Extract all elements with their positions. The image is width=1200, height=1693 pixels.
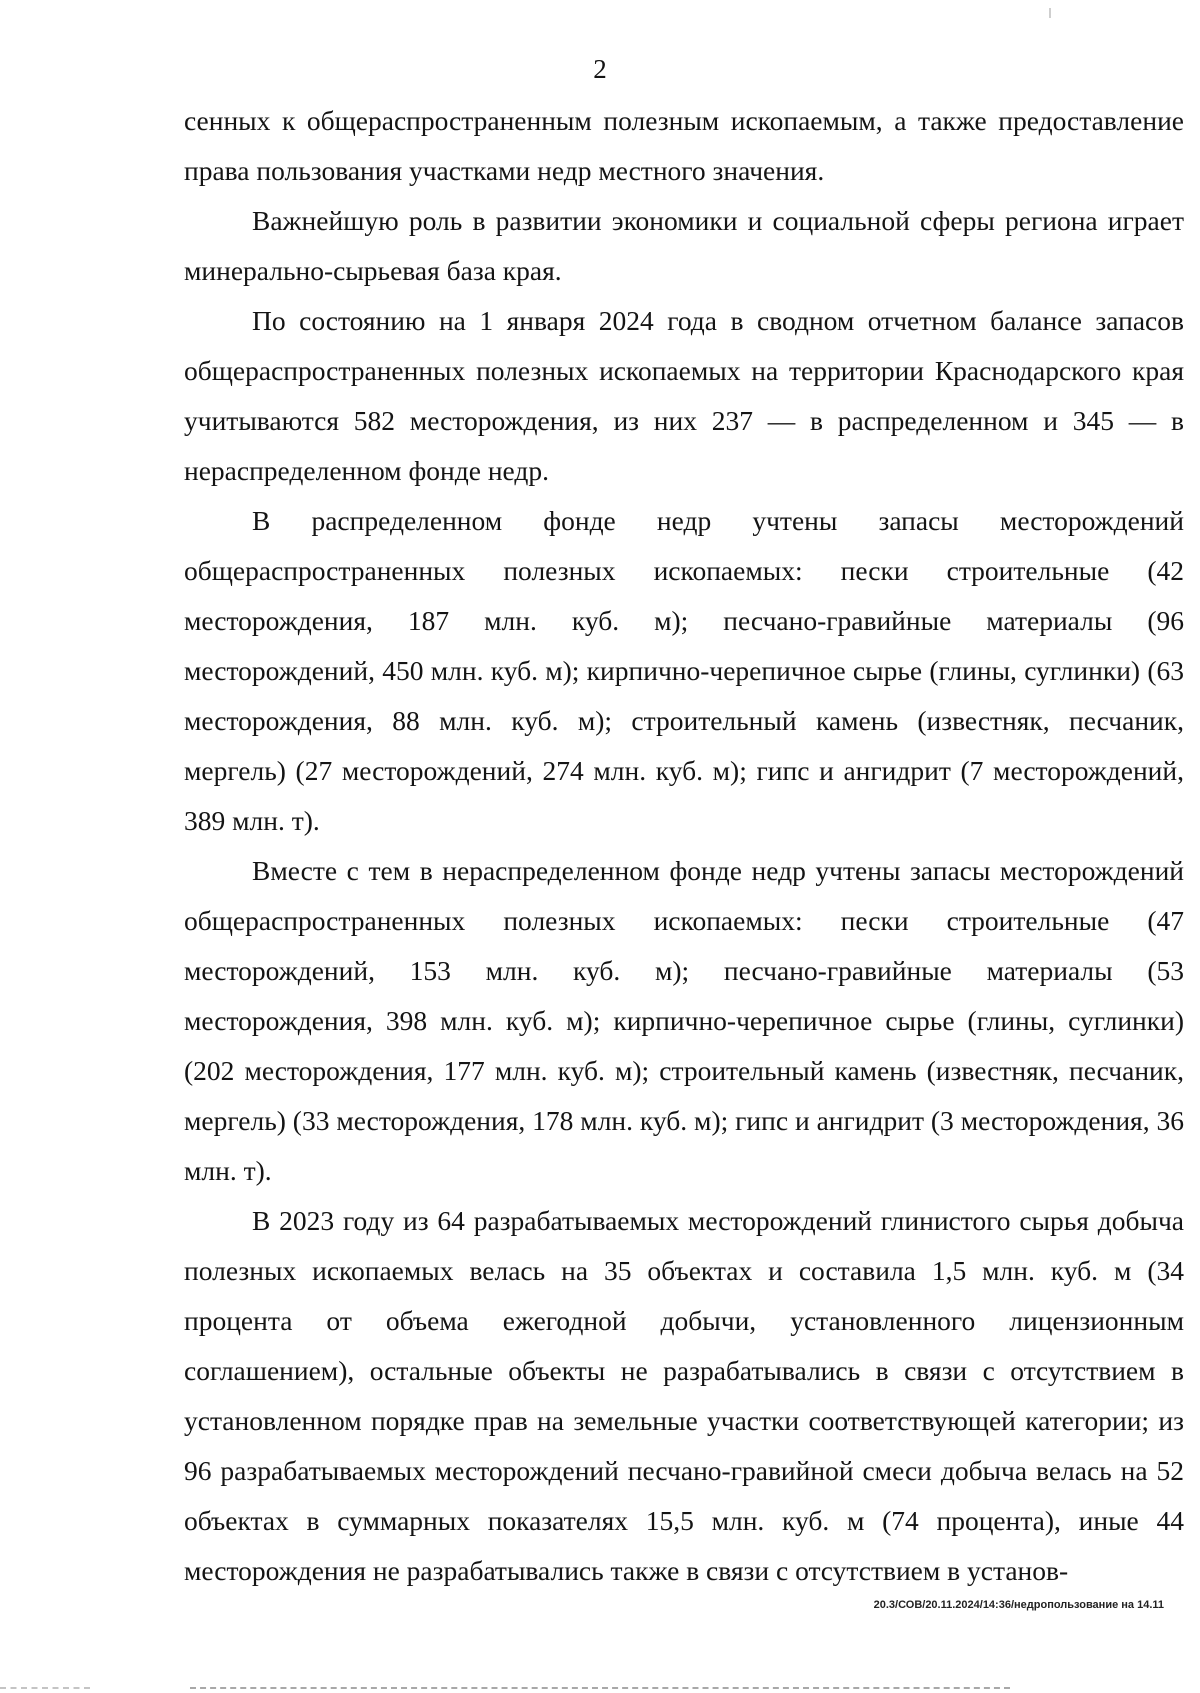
paragraph-2: Важнейшую роль в развитии экономики и социальной сферы региона играет минерально-сырьевая база края. bbox=[184, 205, 1184, 286]
paragraph-1: сенных к общераспространенным полезным ископаемым, а также предоставление права пользования участками недр местного значения. bbox=[184, 105, 1184, 186]
page-number: 2 bbox=[593, 54, 607, 84]
footer-stamp: 20.3/СОВ/20.11.2024/14:36/недропользование на 14.11 bbox=[873, 1599, 1164, 1611]
scan-mark bbox=[1049, 8, 1051, 18]
paragraph-5: Вместе с тем в нераспределенном фонде недр учтены запасы месторождений общераспространенных полезных ископаемых: пески строительные (47 месторождений, 153 млн. куб. м); песчано-гравийные материалы (53 месторождения, 398 млн. куб. м); кирпично-черепичное сырье (глины, суглинки) (202 месторождения, 177 млн. куб. м); строительный камень (известняк, песчаник, мергель) (33 месторождения, 178 млн. куб. м); гипс и ангидрит (3 месторождения, 36 млн. т). bbox=[184, 855, 1184, 1186]
paragraph-4: В распределенном фонде недр учтены запасы месторождений общераспространенных полезных ископаемых: пески строительные (42 месторождения, 187 млн. куб. м); песчано-гравийные материалы (96 месторождений, 450 млн. куб. м); кирпично-черепичное сырье (глины, суглинки) (63 месторождения, 88 млн. куб. м); строительный камень (известняк, песчаник, мергель) (27 месторождений, 274 млн. куб. м); гипс и ангидрит (7 месторождений, 389 млн. т). bbox=[184, 505, 1184, 836]
scan-edge-rule bbox=[190, 1687, 1010, 1689]
document-body bbox=[184, 96, 1184, 1596]
paragraph-3: По состоянию на 1 января 2024 года в сводном отчетном балансе запасов общераспространенных полезных ископаемых на территории Краснодарского края учитываются 582 месторождения, из них 237 — в распределенном и 345 — в нераспределенном фонде недр. bbox=[184, 305, 1184, 486]
scan-edge-left bbox=[0, 1687, 90, 1689]
paragraph-6: В 2023 году из 64 разрабатываемых месторождений глинистого сырья добыча полезных ископаемых велась на 35 объектах и составила 1,5 млн. куб. м (34 процента от объема ежегодной добычи, установленного лицензионным соглашением), остальные объекты не разрабатывались в связи с отсутствием в установленном порядке прав на земельные участки соответствующей категории; из 96 разрабатываемых месторождений песчано-гравийной смеси добыча велась на 52 объектах в суммарных показателях 15,5 млн. куб. м (74 процента), иные 44 месторождения не разрабатывались также в связи с отсутствием в установ- bbox=[184, 1205, 1184, 1586]
